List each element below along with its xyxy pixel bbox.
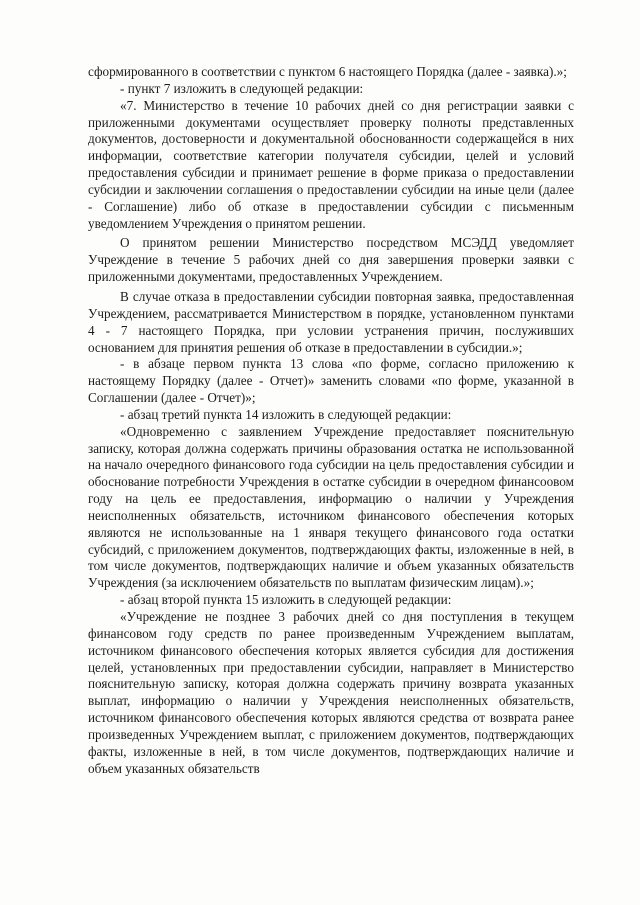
paragraph-continuation: сформированного в соответствии с пунктом 6 настоящего Порядка (далее - заявка).»;: [88, 64, 567, 79]
paragraph-item-7-instruction: - пункт 7 изложить в следующей редакции:: [120, 80, 364, 96]
paragraph-item-14-text: «Одновременно с заявлением Учреждение предоставляет пояснительную записку, которая должна содержать причины образования остатка не использованной на начало очередного финансового года субсидии на цель предоставления субсидии и обоснование потребности Учреждения в остатке субсидии в очередном финансоовом году на цель ее предоставления, информацию о наличии у Учреждения неисполненных обязательств, источником финансового обеспечения которых являются не использованные на 1 января текущего финансового года остатки субсидий, с приложением документов, подтверждающих факты, изложенные в ней, в том числе документов, подтверждающих наличие и объем указанных обязательств Учреждения (за исключением обязательств по выплатам физическим лицам).»;: [88, 423, 574, 591]
document-body: [88, 64, 574, 777]
paragraph-notification: О принятом решении Министерство посредством МСЭДД уведомляет Учреждение в течение 5 рабочих дней со дня завершения проверки заявки с приложенными документами, предоставленных Учреждением.: [88, 235, 574, 285]
paragraph-item-15-instruction: - абзац второй пункта 15 изложить в следующей редакции:: [120, 592, 452, 608]
paragraph-item-13-amendment: - в абзаце первом пункта 13 слова «по форме, согласно приложению к настоящему Порядку (далее - Отчет)» заменить словами «по форме, указанной в Соглашении (далее - Отчет)»;: [88, 356, 574, 406]
paragraph-refusal: В случае отказа в предоставлении субсидии повторная заявка, предоставленная Учреждением, рассматривается Министерством в порядке, установленном пунктами 4 - 7 настоящего Порядка, при условии устранения причин, послуживших основанием для принятия решения об отказе в предоставлении в субсидии.»;: [88, 288, 574, 355]
paragraph-item-14-instruction: - абзац третий пункта 14 изложить в следующей редакции:: [120, 406, 452, 422]
paragraph-item-7-text: «7. Министерство в течение 10 рабочих дней со дня регистрации заявки с приложенными документами осуществляет проверку полноты представленных документов, достоверности и документальной обоснованности содержащейся в них информации, соответствие категории получателя субсидии, целей и условий предоставления субсидии и принимает решение в форме приказа о предоставлении субсидии и заключении соглашения о предоставлении субсидии на иные цели (далее - Соглашение) либо об отказе в предоставлении субсидии с письменным уведомлением Учреждения о принятом решении.: [88, 97, 574, 231]
paragraph-item-15-text: «Учреждение не позднее 3 рабочих дней со дня поступления в текущем финансовом году средств по ранее произведенным Учреждением выплатам, источником финансового обеспечения которых является субсидия для достижения целей, установленных при предоставлении субсидии, направляет в Министерство пояснительную записку, которая должна содержать причину возврата указанных выплат, информацию о наличии у Учреждения неисполненных обязательств, источником финансового обеспечения которых являются средства от возврата ранее произведенных Учреждением выплат, с приложением документов, подтверждающих факты, изложенные в ней, в том числе документов, подтверждающих наличие и объем указанных обязательств: [88, 609, 574, 776]
